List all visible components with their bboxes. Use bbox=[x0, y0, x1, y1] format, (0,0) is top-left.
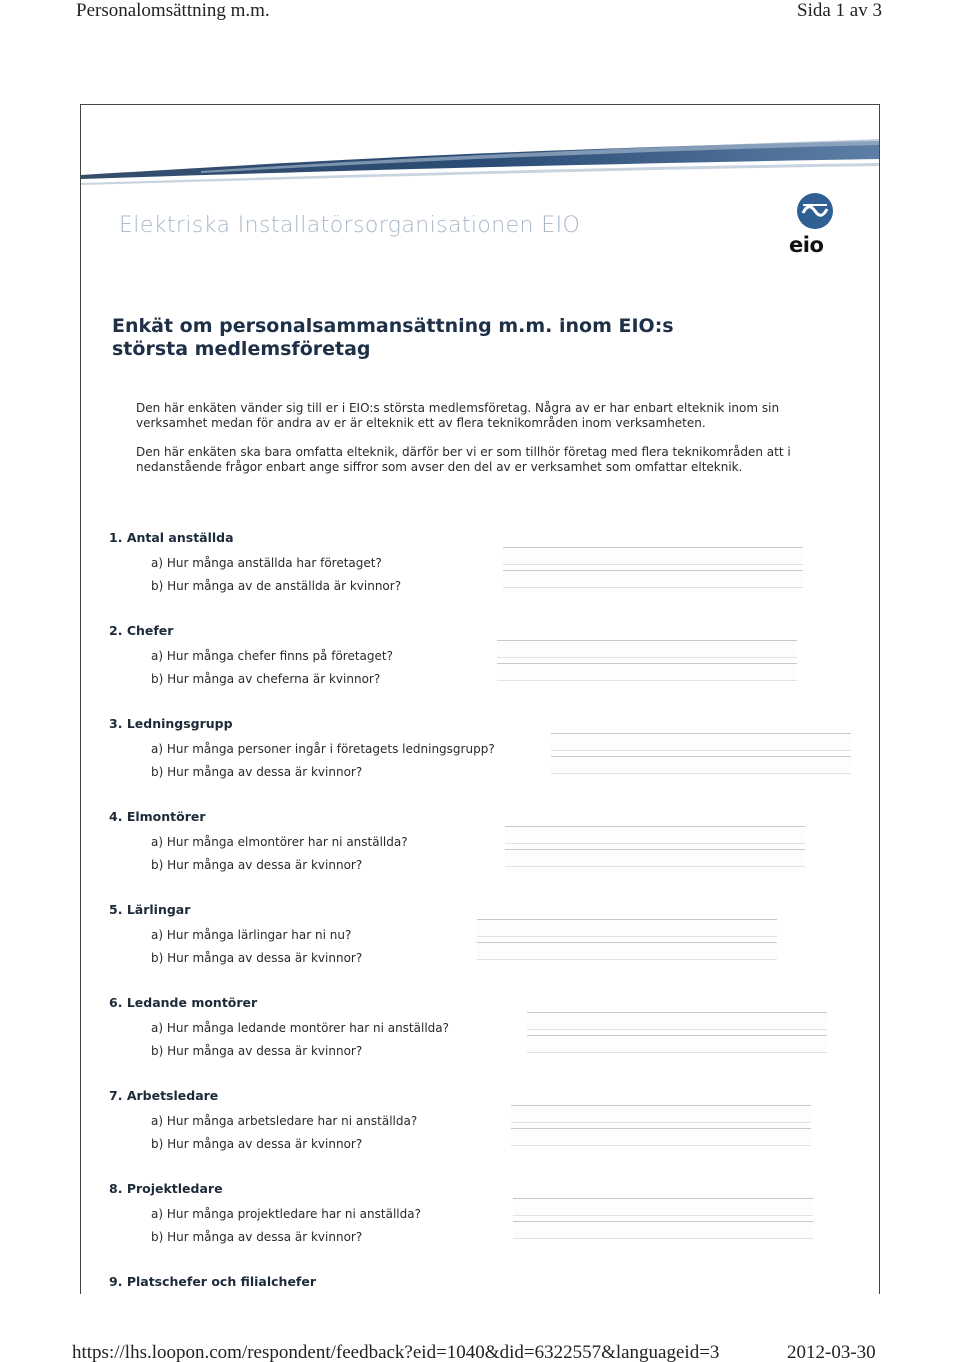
print-footer-url: https://lhs.loopon.com/respondent/feedback?eid=1040&did=6322557&languageid=3 bbox=[72, 1342, 720, 1362]
question-item-row bbox=[109, 1137, 829, 1160]
question-item-label: a) Hur många elmontörer har ni anställda? bbox=[151, 835, 408, 849]
question-item-label: b) Hur många av dessa är kvinnor? bbox=[151, 765, 363, 779]
question-item-row bbox=[109, 1230, 829, 1253]
question-item-label: a) Hur många ledande montörer har ni anställda? bbox=[151, 1021, 449, 1035]
question-item-row bbox=[109, 858, 829, 881]
question-title: Elmontörer bbox=[126, 809, 206, 824]
question-block bbox=[109, 623, 829, 695]
survey-title: Enkät om personalsammansättning m.m. inom EIO:s största medlemsföretag bbox=[112, 315, 674, 360]
question-item-label: a) Hur många lärlingar har ni nu? bbox=[151, 928, 352, 942]
question-item-label: b) Hur många av de anställda är kvinnor? bbox=[151, 579, 402, 593]
question-item-row bbox=[109, 672, 829, 695]
answer-input[interactable] bbox=[511, 1105, 811, 1123]
question-item-label: b) Hur många av dessa är kvinnor? bbox=[151, 1044, 363, 1058]
question-block bbox=[109, 1181, 829, 1253]
answer-input[interactable] bbox=[477, 919, 777, 937]
question-number: 5. bbox=[109, 902, 123, 917]
answer-input[interactable] bbox=[551, 733, 851, 751]
print-footer bbox=[0, 1342, 960, 1362]
question-title: Platschefer och filialchefer bbox=[126, 1274, 316, 1289]
question-title: Chefer bbox=[126, 623, 174, 638]
question-number: 3. bbox=[109, 716, 123, 731]
question-item-row bbox=[109, 951, 829, 974]
question-item-row bbox=[109, 579, 829, 602]
question-heading bbox=[109, 809, 829, 825]
eio-logo bbox=[787, 189, 847, 261]
question-heading bbox=[109, 1181, 829, 1197]
question-block bbox=[109, 1274, 829, 1294]
question-title: Ledande montörer bbox=[126, 995, 258, 1010]
answer-input[interactable] bbox=[503, 570, 803, 588]
question-heading bbox=[109, 716, 829, 732]
question-item-label: b) Hur många av dessa är kvinnor? bbox=[151, 951, 363, 965]
print-header-title: Personalomsättning m.m. bbox=[76, 0, 270, 21]
question-title: Ledningsgrupp bbox=[126, 716, 233, 731]
question-title: Arbetsledare bbox=[126, 1088, 219, 1103]
question-item-label: a) Hur många projektledare har ni anställda? bbox=[151, 1207, 421, 1221]
question-heading bbox=[109, 1274, 829, 1290]
question-title: Antal anställda bbox=[126, 530, 234, 545]
survey-page-frame bbox=[80, 104, 880, 1294]
question-item-label: a) Hur många chefer finns på företaget? bbox=[151, 649, 393, 663]
question-block bbox=[109, 902, 829, 974]
intro-paragraph-2: Den här enkäten ska bara omfatta elteknik, därför ber vi er som tillhör företag med flera teknikområden att i nedanstående frågor enbart ange siffror som avser den del av er verksamhet som omfattar elteknik. bbox=[136, 445, 791, 474]
question-heading bbox=[109, 902, 829, 918]
answer-input[interactable] bbox=[505, 849, 805, 867]
answer-input[interactable] bbox=[505, 826, 805, 844]
question-block bbox=[109, 809, 829, 881]
answer-input[interactable] bbox=[497, 663, 797, 681]
question-number: 6. bbox=[109, 995, 123, 1010]
logo-wordmark: eio bbox=[789, 233, 824, 257]
question-heading bbox=[109, 530, 829, 546]
question-block bbox=[109, 995, 829, 1067]
question-number: 4. bbox=[109, 809, 123, 824]
question-number: 9. bbox=[109, 1274, 123, 1289]
answer-input[interactable] bbox=[497, 640, 797, 658]
answer-input[interactable] bbox=[513, 1221, 813, 1239]
answer-input[interactable] bbox=[513, 1198, 813, 1216]
question-item-label: b) Hur många av dessa är kvinnor? bbox=[151, 1230, 363, 1244]
question-item-label: b) Hur många av cheferna är kvinnor? bbox=[151, 672, 381, 686]
organization-name: Elektriska Installatörsorganisationen EIO bbox=[119, 213, 581, 238]
question-item-row bbox=[109, 765, 829, 788]
question-title: Projektledare bbox=[126, 1181, 223, 1196]
decorative-banner-swoosh bbox=[81, 119, 880, 189]
question-item-label: a) Hur många arbetsledare har ni anställda? bbox=[151, 1114, 418, 1128]
eio-wave-icon bbox=[797, 193, 833, 229]
answer-input[interactable] bbox=[551, 756, 851, 774]
print-footer-date: 2012-03-30 bbox=[787, 1342, 876, 1362]
answer-input[interactable] bbox=[511, 1128, 811, 1146]
answer-input[interactable] bbox=[527, 1012, 827, 1030]
question-number: 8. bbox=[109, 1181, 123, 1196]
question-item-label: b) Hur många av dessa är kvinnor? bbox=[151, 858, 363, 872]
question-block bbox=[109, 1088, 829, 1160]
question-title: Lärlingar bbox=[126, 902, 191, 917]
question-item-label: a) Hur många anställda har företaget? bbox=[151, 556, 382, 570]
question-item-label: a) Hur många personer ingår i företagets ledningsgrupp? bbox=[151, 742, 495, 756]
question-item-label: b) Hur många av dessa är kvinnor? bbox=[151, 1137, 363, 1151]
answer-input[interactable] bbox=[503, 547, 803, 565]
print-header bbox=[0, 0, 960, 30]
question-heading bbox=[109, 995, 829, 1011]
question-number: 7. bbox=[109, 1088, 123, 1103]
question-heading bbox=[109, 1088, 829, 1104]
answer-input[interactable] bbox=[527, 1035, 827, 1053]
question-block bbox=[109, 530, 829, 602]
question-block bbox=[109, 716, 829, 788]
question-heading bbox=[109, 623, 829, 639]
intro-paragraph-1: Den här enkäten vänder sig till er i EIO:s största medlemsföretag. Några av er har enbart elteknik inom sin verksamhet medan för andra av er är elteknik ett av flera teknikområden inom verksamheten. bbox=[136, 401, 780, 430]
question-item-row bbox=[109, 1044, 829, 1067]
print-header-page-number: Sida 1 av 3 bbox=[797, 0, 882, 21]
question-number: 2. bbox=[109, 623, 123, 638]
question-number: 1. bbox=[109, 530, 123, 545]
answer-input[interactable] bbox=[477, 942, 777, 960]
